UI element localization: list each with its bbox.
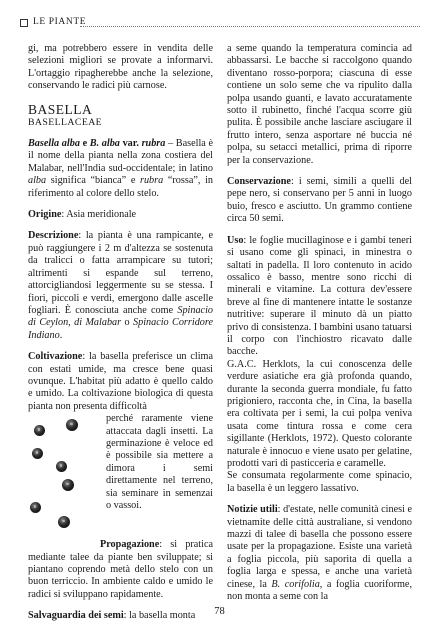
- page-header: [20, 17, 420, 31]
- seed-image: [62, 479, 74, 491]
- use-text: : le foglie mucillaginose e i gambi teneri si usano come gli spinaci, in minestra o saltati in padella. Il loro contenuto in acido ossalico è basso, mentre sono ricchi di minerali e vitamine. La cottura dev'essere breve al fine di mantenere intatte le sostanze nutritive: superare il minuto dà un piatto privo di consistenza. I bambini usano tatuarsi il corpo con l'inchiostro ricavato dalle bacche.: [227, 234, 412, 358]
- origin-paragraph: [28, 209, 213, 221]
- species-var: var.: [119, 138, 142, 150]
- plant-title: BASELLA: [28, 101, 93, 117]
- useful-notes-label: Notizie utili: [227, 504, 278, 516]
- left-column: [28, 43, 213, 623]
- section-header-title: LE PIANTE: [33, 17, 87, 27]
- species-name-2: B. alba: [89, 138, 120, 150]
- description-paragraph: [28, 230, 213, 342]
- propagation-text: : si pratica mediante talee da piante ben sviluppate; si piantano coprendo metà dello stelo con un buon terriccio. In ambiente caldo e umido le radici si sviluppano rapidamente.: [28, 539, 213, 600]
- alba-word: alba: [28, 175, 47, 187]
- continued-paragraph: gi, ma potrebbero essere in vendita delle selezioni migliori se provate a informarvi. L'ortaggio ripagherebbe anche la selezione, conservando le radici più carnose.: [28, 43, 213, 92]
- cultivation-paragraph: [28, 351, 213, 413]
- seeds-illustration: [28, 415, 100, 537]
- origin-label: Origine: [28, 209, 62, 221]
- useful-notes-paragraph: [227, 504, 412, 603]
- species-join: e: [79, 138, 90, 150]
- description-label: Descrizione: [28, 230, 79, 242]
- header-dotted-rule: [80, 26, 420, 27]
- conservation-paragraph: [227, 176, 412, 226]
- description-italic-2: Spinacio Corridore Indiano: [28, 317, 213, 341]
- species-text-1: – Basella è il nome della pianta nella zona costiera del Malabar, nell'India sud-occidentale; in latino: [28, 138, 213, 174]
- right-column: [227, 43, 412, 603]
- herklots-paragraph: G.A.C. Herklots, la cui conoscenza delle verdure asiatiche era già profonda quando, durante la seconda guerra mondiale, fu fatto prigioniero, racconta che, in Cina, la basella era coltivata per i semi, la cui polpa veniva usata come tintura rossa e come cera sigillante (Herklots, 1972). Questo colorante naturale è innocuo e viene usato per gelatine, prodotti vari di pasticceria e caramelle.: [227, 358, 412, 469]
- species-text-2: significa “bianca” e: [46, 175, 140, 187]
- conservation-label: Conservazione: [227, 176, 291, 188]
- cultivation-with-seeds: [28, 413, 213, 512]
- conservation-text: : i semi, simili a quelli del pepe nero, si conservano per 5 anni in luogo buio, fresco e asciutto. Un grammo contiene circa 50 semi.: [227, 176, 412, 225]
- seed-image: [58, 516, 70, 528]
- description-connector: o: [121, 317, 133, 329]
- useful-notes-text: : d'estate, nelle comunità cinesi e vietnamite delle città australiane, si vendono mazzi di talee di basella che possono essere usate per la propagazione. Esiste una varietà a foglia piccola, più saporita di quella a foglia larga e spessa, e anche una varietà cinese, la: [227, 504, 412, 590]
- description-end: .: [59, 329, 63, 341]
- header-square-marker: [20, 19, 28, 27]
- seed-image: [30, 502, 41, 513]
- propagation-paragraph: [28, 539, 213, 601]
- plant-family: BASELLACEAE: [28, 116, 103, 128]
- rubra-word: rubra: [140, 175, 164, 187]
- origin-text: : Asia meridionale: [61, 209, 137, 221]
- propagation-label: Propagazione: [100, 539, 160, 551]
- seed-image: [32, 448, 43, 459]
- use-label: Uso: [227, 234, 244, 246]
- use-paragraph: [227, 235, 412, 359]
- species-text-3: “rossa”, in riferimento al colore dello stelo.: [28, 175, 213, 199]
- species-name-1: Basella alba: [28, 138, 80, 150]
- useful-notes-end: , a foglia cuoriforme, non monta a seme con la: [227, 578, 413, 603]
- description-italic-1: Spinacio di Ceylon, di Malabar: [28, 304, 213, 329]
- cultivation-text-b: perché raramente viene attaccata dagli insetti. La germinazione è veloce ed è possibile sia mettere a dimora i semi direttamente nel terreno, sia seminare in semenzai o vassoi.: [106, 413, 213, 511]
- seed-saving-label: Salvaguardia dei semi: [28, 610, 124, 622]
- seed-image: [66, 419, 78, 431]
- useful-notes-italic: B. corifolia: [271, 578, 320, 590]
- species-name-3: rubra: [141, 138, 166, 150]
- seed-image: [34, 425, 45, 436]
- cultivation-label: Coltivazione: [28, 351, 83, 363]
- cultivation-text-a: : la basella preferisce un clima con estati umide, ma cresce bene quasi ovunque. L'habitat più adatto è quello caldo e umido. La coltivazione biologica di questa pianta non presenta difficoltà: [28, 351, 213, 412]
- species-paragraph: [28, 138, 213, 200]
- seed-image: [56, 461, 67, 472]
- description-text: : la pianta è una rampicante, e può raggiungere i 2 m d'altezza se sostenuta da tralicci o fatta arrampicare su tutori; altrimenti si espande sul terreno, attorcigliandosi leggermente su se stessa. I fiori, piccoli e verdi, emergono dalle ascelle fogliari. È conosciuta anche come: [28, 230, 213, 316]
- seed-saving-text: : la basella monta: [123, 610, 196, 622]
- page-number: 78: [214, 606, 225, 617]
- continued-seed-saving: a seme quando la temperatura comincia ad abbassarsi. Le bacche si raccolgono quando diventano rosso-porpora; ciascuna di esse contiene un solo seme che va ripulito dalla polpa usando guanti, e lavato accuratamente sotto il rubinetto, finché l'acqua scorre giù pulita. È possibile anche lasciare asciugare il frutto intero, senza asportare né buccia né polpa, su setacci metallici, prima di riporre per la conservazione.: [227, 43, 412, 166]
- laxative-paragraph: Se consumata regolarmente come spinacio, la basella è un leggero lassativo.: [227, 470, 412, 494]
